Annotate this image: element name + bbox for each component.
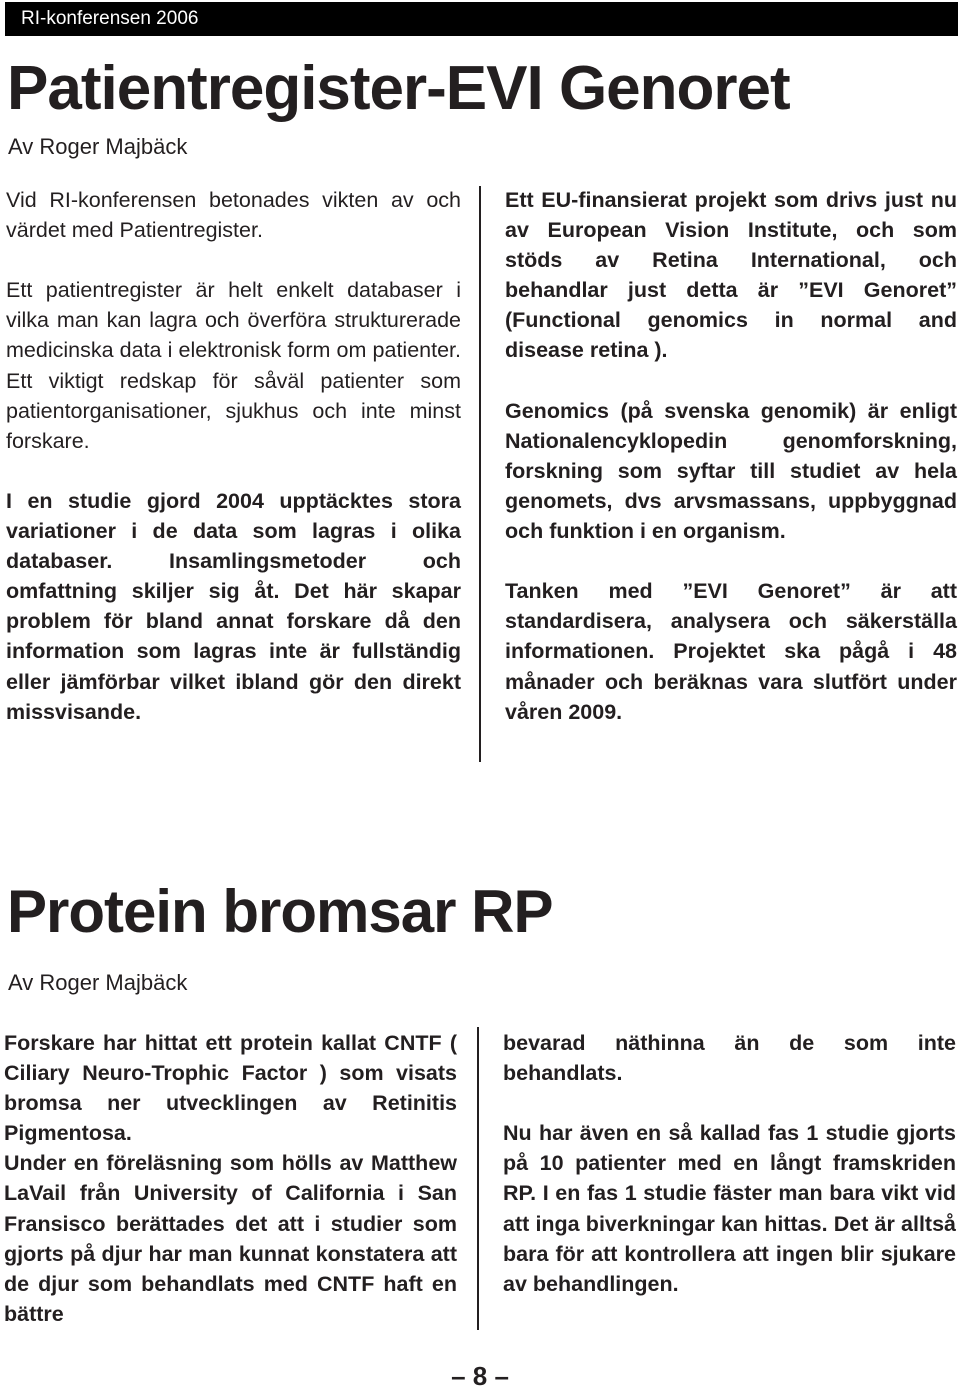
page-number: – 8 – — [451, 1361, 509, 1391]
running-header: RI-konferensen 2006 — [5, 2, 958, 36]
article-left-column — [4, 1028, 457, 1329]
article-left-column — [6, 185, 461, 727]
paragraph: Forskare har hittat ett protein kallat CNTF ( Ciliary Neuro-Trophic Factor ) som visats bromsa ner utvecklingen av Retinitis Pigmentosa. — [4, 1031, 457, 1146]
column-divider — [477, 1027, 479, 1330]
article-title: Patientregister-EVI Genoret — [7, 54, 790, 123]
paragraph: Under en föreläsning som hölls av Matthew LaVail från University of California i San Fransisco berättades det att i studier som gjorts på djur har man kunnat konstatera att de djur som behandlats med CNTF haft en bättre — [4, 1151, 457, 1326]
paragraph: Ett patientregister är helt enkelt databaser i vilka man kan lagra och överföra strukturerade medicinska data i elektronisk form om patienter. Ett viktigt redskap för såväl patienter som patientorganisationer, sjukhus och inte minst forskare. — [6, 278, 461, 453]
paragraph: Genomics (på svenska genomik) är enligt Nationalencyklopedin genomforskning, forskning som syftar till studiet av hela genomets, dvs arvsmassans, uppbyggnad och funktion i en organism. — [505, 398, 957, 544]
paragraph: Tanken med ”EVI Genoret” är att standardisera, analysera och säkerställa informationen. Projektet ska pågå i 48 månader och beräknas vara slutfört under våren 2009. — [505, 579, 957, 724]
paragraph: I en studie gjord 2004 upptäcktes stora variationer i de data som lagras i olika databaser. Insamlingsmetoder och omfattning skiljer sig åt. Det här skapar problem för bland annat forskare då den information som lagras inte är fullständig eller jämförbar vilket ibland gör den direkt missvisande. — [6, 488, 461, 724]
column-divider — [479, 186, 481, 762]
article-byline: Av Roger Majbäck — [8, 134, 188, 159]
paragraph: bevarad näthinna än de som inte behandlats. — [503, 1031, 956, 1086]
article-title: Protein bromsar RP — [7, 878, 553, 945]
paragraph: Nu har även en så kallad fas 1 studie gjorts på 10 patienter med en långt framskriden RP. I en fas 1 studie fäster man bara vikt vid att inga biverkningar kan hittas. Det är alltså bara för att kontrollera att ingen blir sjukare av behandlingen. — [503, 1121, 956, 1296]
paragraph: Ett EU-finansierat projekt som drivs just nu av European Vision Institute, och som stöds av Retina International, och behandlar just detta är ”EVI Genoret” (Functional genomics in normal and disease retina ). — [505, 188, 957, 363]
article-right-column — [505, 185, 957, 727]
paragraph: Vid RI-konferensen betonades vikten av och värdet med Patientregister. — [6, 188, 461, 243]
article-byline: Av Roger Majbäck — [8, 970, 188, 995]
article-right-column — [503, 1028, 956, 1299]
